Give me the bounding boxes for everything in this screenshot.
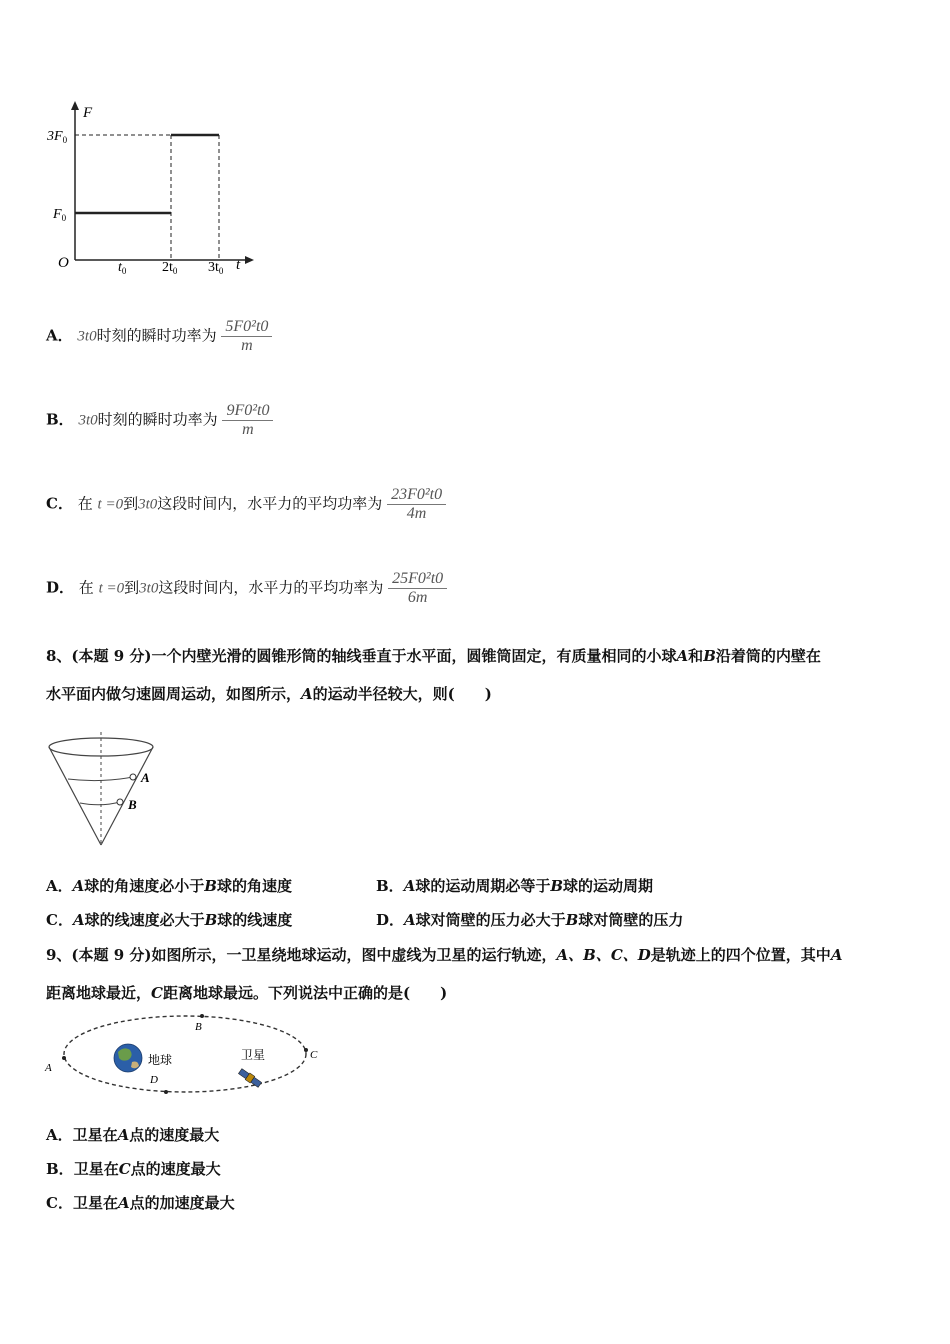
x-axis-arrow xyxy=(245,256,254,264)
option-label: D． xyxy=(46,578,75,597)
option-label: A． xyxy=(46,326,73,345)
q9-stem-line2: 距离地球最近，C距离地球最远。下列说法中正确的是( ) xyxy=(46,984,448,1002)
tick-f0: $F_0$ xyxy=(53,207,67,223)
q9-option-c[interactable]: C．卫星在A点的加速度最大 xyxy=(46,1194,235,1212)
origin-label: O xyxy=(58,255,69,271)
option-text: 这段时间内，水平力的平均功率为 xyxy=(158,578,384,597)
option-text: 到 xyxy=(124,578,140,597)
cone-right-wall xyxy=(101,747,153,845)
q8-option-a[interactable]: A．A球的角速度必小于B球的角速度 xyxy=(46,877,292,895)
math-3t0: 3t0 xyxy=(139,580,159,597)
fraction: $\frac{\text{5F0²t0}}{m}$ xyxy=(221,318,272,355)
point-c xyxy=(304,1048,308,1052)
fraction: $\frac{\text{9F0²t0}}{m}$ xyxy=(222,402,273,439)
q8-stem-line1: 8、(本题 9 分)一个内壁光滑的圆锥形筒的轴线垂直于水平面，圆锥筒固定，有质量相同的小球A和B沿着筒的内壁在 xyxy=(46,647,821,665)
orbit-label-b: B xyxy=(195,1021,202,1033)
point-a xyxy=(62,1056,66,1060)
y-axis-arrow xyxy=(71,101,79,110)
tick-3t0: $3t_0$ xyxy=(208,260,224,276)
q8-stem-line2: 水平面内做匀速圆周运动，如图所示，A的运动半径较大，则( ) xyxy=(46,685,492,703)
option-text: 在 xyxy=(78,578,94,597)
q9-option-a[interactable]: A．卫星在A点的速度最大 xyxy=(46,1126,220,1144)
orbit-label-c: C xyxy=(310,1049,318,1061)
q8-option-c[interactable]: C．A球的线速度必大于B球的线速度 xyxy=(46,911,293,929)
option-text: 到 xyxy=(123,494,139,513)
y-axis-label: F xyxy=(83,105,93,121)
satellite-orbit xyxy=(64,1016,306,1092)
earth-label: 地球 xyxy=(148,1053,173,1067)
satellite-icon xyxy=(238,1068,262,1088)
math-3t0: 3t0 xyxy=(77,328,97,345)
cone-left-wall xyxy=(49,747,101,845)
orbit-label-a: A xyxy=(45,1062,52,1074)
point-b xyxy=(200,1014,204,1018)
q9-stem-line1: 9、(本题 9 分)如图所示，一卫星绕地球运动，图中虚线为卫星的运行轨迹，A、B、C、D是轨迹上的四个位置，其中A xyxy=(46,946,843,964)
ball-a xyxy=(130,774,136,780)
q7-option-a[interactable] xyxy=(46,318,272,355)
option-text: 时刻的瞬时功率为 xyxy=(96,326,217,345)
q7-option-b[interactable] xyxy=(46,402,273,439)
math-3t0: 3t0 xyxy=(138,496,158,513)
cone-diagram xyxy=(40,732,170,852)
option-text: 在 xyxy=(77,494,93,513)
satellite-label: 卫星 xyxy=(241,1048,266,1062)
orbit-label-d: D xyxy=(150,1074,158,1086)
math-3t0: 3t0 xyxy=(78,412,98,429)
tick-t0: $t_0$ xyxy=(118,260,127,276)
orbit-b xyxy=(80,802,120,805)
earth-icon xyxy=(114,1044,142,1072)
q7-option-c[interactable] xyxy=(46,486,446,523)
option-text: 这段时间内，水平力的平均功率为 xyxy=(157,494,383,513)
tick-2t0: $2t_0$ xyxy=(162,260,178,276)
point-d xyxy=(164,1090,168,1094)
orbit-diagram xyxy=(40,1012,330,1102)
math-t0: t =0 xyxy=(97,496,124,513)
math-t0: t =0 xyxy=(98,580,125,597)
q8-option-d[interactable]: D．A球对筒壁的压力必大于B球对筒壁的压力 xyxy=(376,911,684,929)
q9-option-b[interactable]: B．卫星在C点的速度最大 xyxy=(46,1160,221,1178)
ball-b xyxy=(117,799,123,805)
option-label: B． xyxy=(46,410,74,429)
fraction: $\frac{\text{25F0²t0}}{6m}$ xyxy=(388,570,447,607)
tick-3f0: $3F_0$ xyxy=(47,129,68,145)
ball-b-label: B xyxy=(128,797,137,812)
fraction: $\frac{\text{23F0²t0}}{4m}$ xyxy=(387,486,446,523)
orbit-a xyxy=(68,777,133,781)
option-text: 时刻的瞬时功率为 xyxy=(97,410,218,429)
option-label: C． xyxy=(46,494,73,513)
x-axis-label: t xyxy=(236,257,241,273)
q8-option-b[interactable]: B．A球的运动周期必等于B球的运动周期 xyxy=(376,877,654,895)
force-time-graph xyxy=(40,95,260,285)
q7-option-d[interactable] xyxy=(46,570,447,607)
ball-a-label: A xyxy=(141,770,150,785)
